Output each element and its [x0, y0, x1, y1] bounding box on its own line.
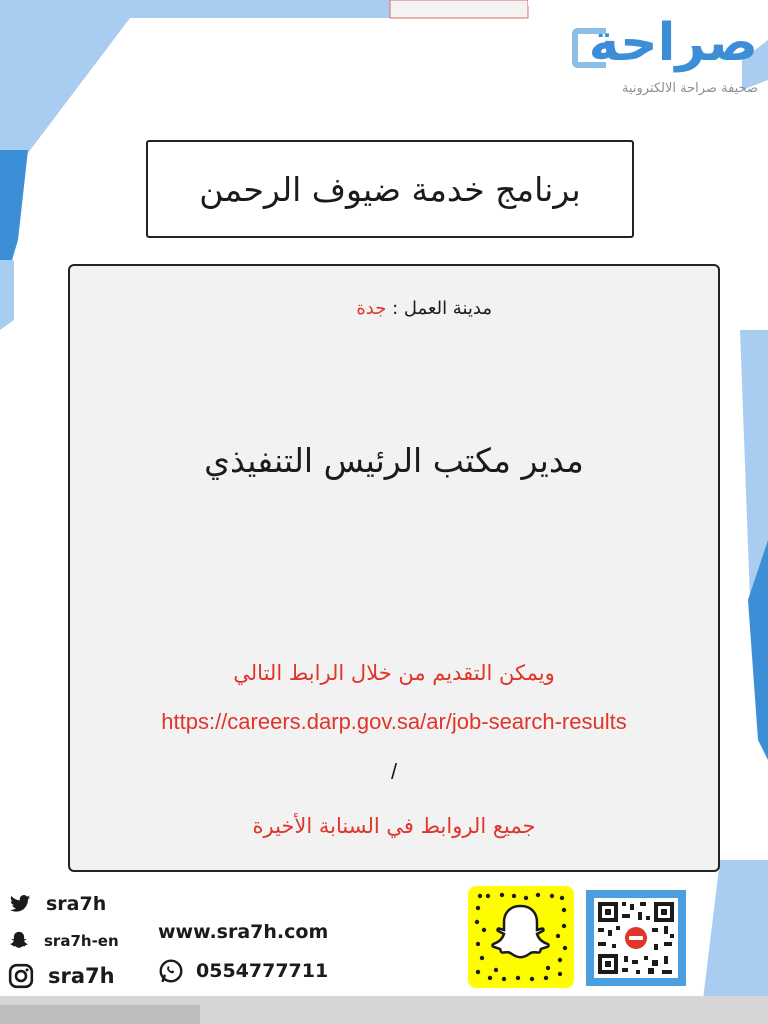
logo-subtitle: صحيفة صراحة الالكترونية: [621, 81, 758, 96]
logo-text: صراحة: [588, 13, 758, 73]
snapchat-handle-row[interactable]: [8, 930, 119, 952]
twitter-icon: [8, 893, 32, 915]
snapcode-graphic: [468, 886, 574, 988]
qr-code-graphic: [586, 890, 686, 986]
job-details-box: [68, 264, 720, 872]
apply-link[interactable]: https://careers.darp.gov.sa/ar/job-search-results: [161, 709, 627, 734]
city-label: مدينة العمل :: [392, 298, 492, 319]
snapchat-handle: sra7h-en: [44, 932, 119, 950]
apply-instructions: ويمكن التقديم من خلال الرابط التالي: [233, 661, 555, 685]
twitter-handle-row[interactable]: [8, 893, 106, 915]
separator: /: [390, 759, 398, 784]
instagram-handle-row[interactable]: [8, 963, 115, 989]
website-link[interactable]: www.sra7h.com: [158, 921, 329, 943]
brand-logo: [568, 12, 758, 122]
whatsapp-number: 0554777711: [196, 960, 329, 982]
program-title: برنامج خدمة ضيوف الرحمن: [199, 169, 581, 209]
website-row[interactable]: [158, 921, 328, 943]
snapcode: [468, 886, 574, 988]
qr-code: [586, 890, 686, 986]
twitter-handle: sra7h: [46, 893, 107, 915]
links-note: جميع الروابط في السنابة الأخيرة: [252, 814, 536, 838]
whatsapp-row[interactable]: [158, 958, 328, 984]
work-city: [356, 298, 492, 319]
job-title: مدير مكتب الرئيس التنفيذي: [204, 441, 584, 480]
city-value: جدة: [356, 298, 387, 319]
whatsapp-icon: [158, 958, 184, 984]
instagram-handle: sra7h: [48, 964, 115, 988]
snapchat-icon: [8, 930, 30, 952]
logo-mark-icon: [572, 28, 606, 68]
program-title-box: [146, 140, 634, 238]
instagram-icon: [8, 963, 34, 989]
